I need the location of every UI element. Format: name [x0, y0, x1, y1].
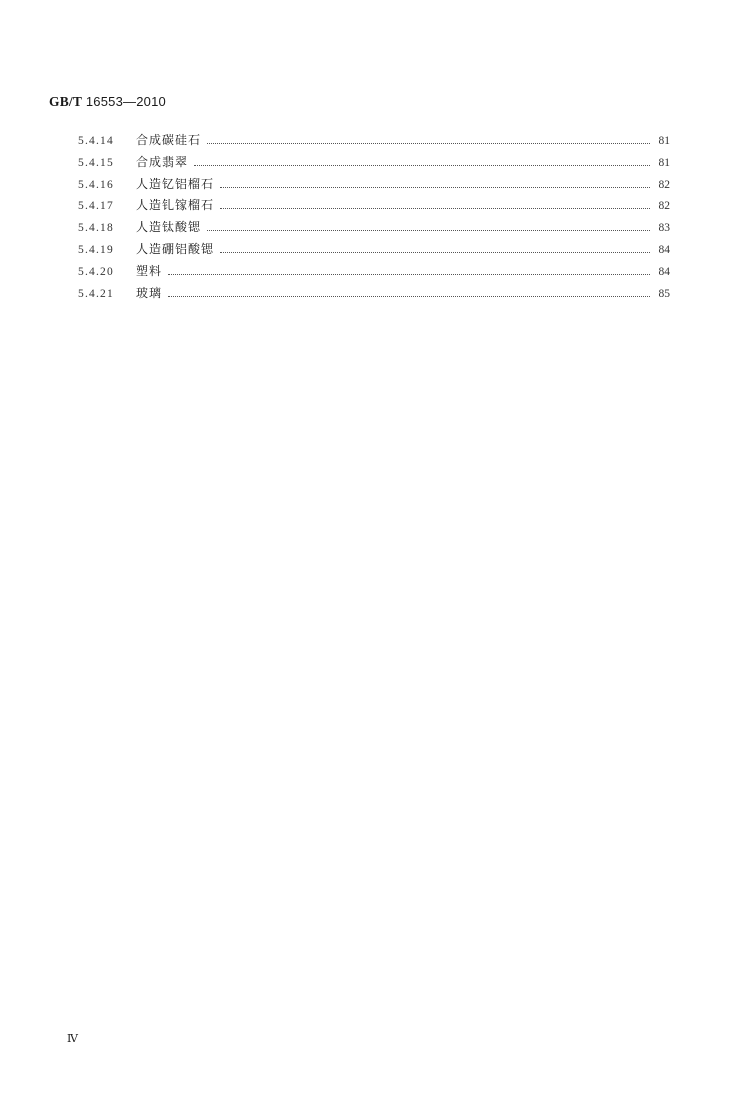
toc-entry-number: 5.4.16 — [78, 178, 114, 191]
standard-number: 16553—2010 — [85, 94, 166, 109]
toc-entry-number: 5.4.17 — [78, 200, 114, 213]
toc-leader-dots — [207, 229, 650, 231]
toc-entry-title: 人造钛酸锶 — [136, 220, 202, 235]
page-header — [49, 94, 166, 110]
toc-leader-dots — [207, 142, 650, 144]
toc-entry-title: 人造钇铝榴石 — [136, 176, 215, 191]
page-number: Ⅳ — [67, 1033, 78, 1045]
toc-entry[interactable] — [78, 262, 670, 284]
toc-entry-page: 84 — [658, 243, 670, 256]
toc-leader-dots — [220, 186, 650, 188]
toc-entry-page: 85 — [658, 287, 670, 300]
toc-entry[interactable] — [78, 284, 670, 306]
toc-entry-page: 82 — [658, 178, 670, 191]
toc-entry-title: 玻璃 — [136, 285, 163, 300]
toc-leader-dots — [220, 207, 650, 209]
toc-entry[interactable] — [78, 131, 670, 153]
toc-entry-page: 82 — [658, 200, 670, 213]
toc-entry-number: 5.4.19 — [78, 243, 114, 256]
toc-entry-title: 人造硼铝酸锶 — [136, 241, 215, 256]
toc-entry-page: 81 — [658, 156, 670, 169]
toc-entry-number: 5.4.20 — [78, 265, 114, 278]
toc-entry-title: 塑料 — [136, 263, 163, 278]
toc-entry-number: 5.4.15 — [78, 156, 114, 169]
standard-code: GB/T — [49, 94, 83, 109]
toc-entry-number: 5.4.21 — [78, 287, 114, 300]
toc-leader-dots — [168, 295, 650, 297]
toc-leader-dots — [194, 164, 650, 166]
toc-entry-page: 81 — [658, 135, 670, 147]
toc-entry[interactable] — [78, 240, 670, 262]
toc-entry-page: 83 — [658, 222, 670, 235]
toc-entry-title: 合成碳硅石 — [136, 133, 202, 147]
table-of-contents — [78, 131, 670, 305]
toc-leader-dots — [168, 273, 650, 275]
toc-entry[interactable] — [78, 153, 670, 175]
toc-entry[interactable] — [78, 218, 670, 240]
toc-entry-number: 5.4.18 — [78, 222, 114, 235]
toc-entry-title: 人造钆镓榴石 — [136, 198, 215, 213]
toc-entry-page: 84 — [658, 265, 670, 278]
toc-entry[interactable] — [78, 175, 670, 197]
toc-entry[interactable] — [78, 196, 670, 218]
toc-leader-dots — [220, 251, 650, 253]
toc-entry-number: 5.4.14 — [78, 135, 114, 147]
toc-entry-title: 合成翡翠 — [136, 154, 189, 169]
